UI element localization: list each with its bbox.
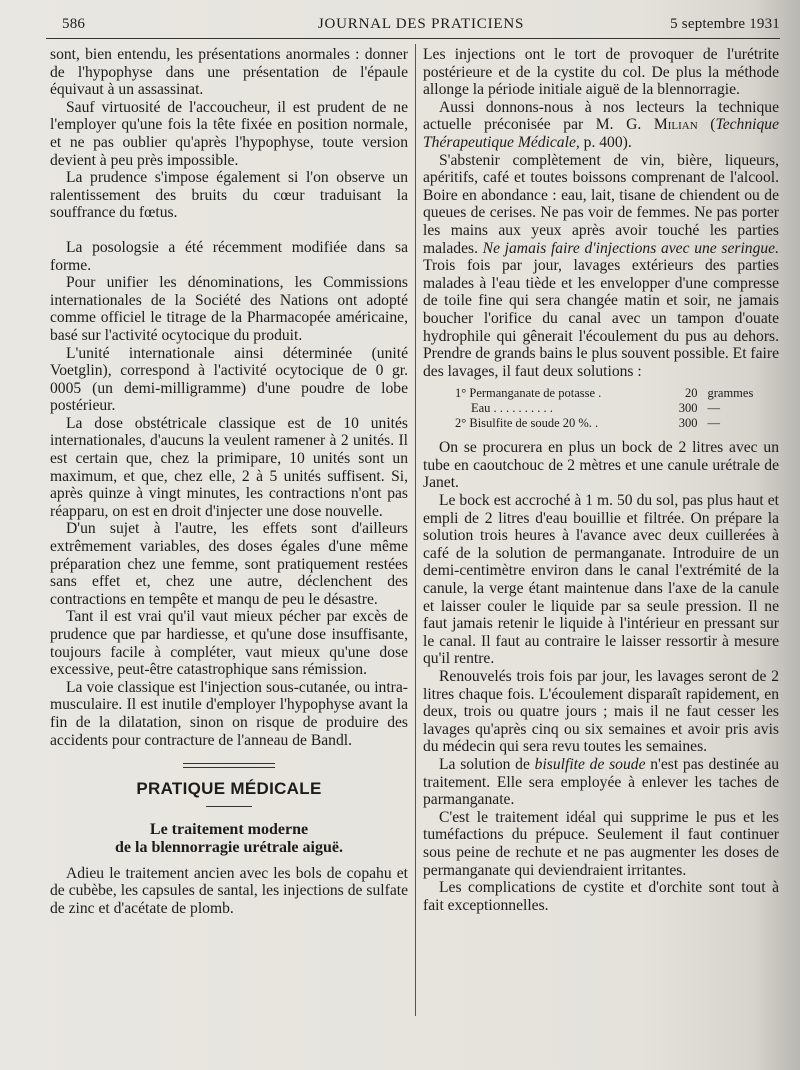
section-ornament [183, 763, 275, 768]
text-run: p. 400). [579, 133, 632, 151]
paragraph: Sauf virtuosité de l'accoucheur, il est prudent de ne l'employer qu'une fois la tête fixée en position normale, et ne pas oublier qu'après l'hypophyse, toute version devient à peu près impossible. [50, 98, 408, 169]
running-header [62, 16, 780, 38]
paragraph: Renouvelés trois fois par jour, les lavages seront de 2 litres chaque fois. L'écoulement disparaît rapidement, en deux, trois ou quatre jours ; mais il ne faut cesser les lavages qu'après cinq ou six semaines et avoir pris avis du médecin qui sera revu toutes les semaines. [423, 668, 779, 756]
text-run: S'abstenir complètement de vin, bière, liqueurs, apéritifs, café et toutes boissons comprenant de l'alcool. Boire en abondance : eau, lait, tisane de chiendent ou de queues de cerises. Ne pas voir de femmes. Ne pas porter les mains aux yeux après avoir touché les parties malades. [423, 151, 779, 257]
paragraph: L'unité internationale ainsi déterminée (unité Voetglin), correspond à l'activité ocytocique de 0 gr. 0005 (un demi-milligramme) d'une poudre de lobe postérieur. [50, 344, 408, 415]
book-title: Technique Thérapeutique Médicale, [423, 116, 779, 151]
paragraph: Tant il est vrai qu'il vaut mieux pécher par excès de prudence que par hardiesse, et qu'une dose insuffisante, toujours facile à compléter, vaut mieux qu'une dose excessive, peut-être catastrophique sans rémission. [50, 608, 408, 679]
article-title [50, 821, 408, 857]
text-run: n'est pas destinée au traitement. Elle sera employée à enlever les taches de parmanganate. [423, 755, 779, 809]
unit: grammes [707, 386, 754, 401]
paragraph: sont, bien entendu, les présentations anormales : donner de l'hypophyse dans une présentation de l'épaule équivaut à un assassinat. [50, 46, 408, 99]
journal-title: JOURNAL DES PRATICIENS [317, 16, 525, 32]
text-run: Trois fois par jour, lavages extérieurs des parties malades à l'eau tiède et les envelopper d'une compresse de toile fine qui sera changée matin et soir, ne jamais boucher l'orifice du canal avec un tampon d'ouate hydrophile qui gênerait l'écoulement du pus au dehors. Prendre de grands bains le plus souvent possible. Et faire des lavages, il faut deux solutions : [423, 257, 779, 380]
paragraph: Les complications de cystite et d'orchite sont tout à fait exceptionnelles. [423, 879, 779, 914]
column-divider [415, 44, 416, 1016]
paragraph: Pour unifier les dénominations, les Commissions internationales de la Société des Nations ont adopté comme officiel le titrage de la Pharmacopée américaine, basé sur l'activité ocytocique du produit. [50, 274, 408, 344]
paragraph: La dose obstétricale classique est de 10 unités internationales, d'aucuns la veulent ramener à 2 unités. Il est certain que, chez la primipare, 10 unités sont un maximum, et que, chez elle, 2 à 5 unités suffisent. Si, après quinze à vingt minutes, les contractions n'ont pas réapparu, on est en droit d'injecter une dose nouvelle. [50, 414, 408, 520]
ingredient: 2° Bisulfite de soude 20 %. . [455, 416, 599, 431]
paragraph: La voie classique est l'injection sous-cutanée, ou intra-musculaire. Il est inutile d'employer l'hypophyse avant la fin de la dilatation, sinon on risque de produire des accidents pour contracture de l'anneau de Bandl. [50, 678, 408, 749]
paragraph [423, 152, 779, 381]
paragraph: La prudence s'impose également si l'on observe un ralentissement des bruits du cœur traduisant la souffrance du fœtus. [50, 169, 408, 222]
quantity: 300 [678, 401, 698, 416]
table-row [453, 386, 779, 401]
text-run: Aussi donnons-nous à nos lecteurs la technique actuelle préconisée par M. G. [423, 98, 779, 134]
left-column [50, 46, 408, 918]
section-title: PRATIQUE MÉDICALE [136, 779, 322, 799]
emphasis: bisulfite de soude [534, 755, 646, 773]
paragraph: Adieu le traitement ancien avec les bols de copahu et de cubèbe, les capsules de santal, les injections de sulfate de zinc et d'acétate de plomb. [50, 864, 408, 917]
paragraph: Le bock est accroché à 1 m. 50 du sol, pas plus haut et empli de 2 litres d'eau bouillie et filtrée. On prépare la solution trois heures à l'avance avec deux cuillerées à café de la solution de permanganate. Introduire de un demi-centimètre environ dans le canal l'extrémité de la canule, la verge étant maintenue dans l'axe de la canule et laisser couler le liquide par sa seule pression. Il ne faut jamais retenir le liquide à l'intérieur en pressant sur le canal. Il faut au contraire le laisser ressortir à mesure qu'il rentre. [423, 492, 779, 668]
paragraph: Les injections ont le tort de provoquer de l'urétrite postérieure et de la cystite du col. De plus la méthode allonge la période initiale aiguë de la blennorragie. [423, 46, 779, 99]
header-rule [46, 38, 780, 39]
quantity: 20 [684, 386, 698, 401]
paragraph [423, 756, 779, 809]
article-title-line: Le traitement moderne [149, 820, 309, 838]
paragraph: D'un sujet à l'autre, les effets sont d'ailleurs extrêmement variables, des doses égales d'une même préparation chez une femme, sont pratiquement restées sans effet et, chez une autre, déclenchent des contractions en tempête et manqu de peu le désastre. [50, 520, 408, 608]
prescription-table [453, 386, 779, 431]
ingredient: Eau . . . . . . . . . . [471, 401, 553, 416]
author-name: Milian [653, 116, 698, 134]
text-run: La solution de [439, 755, 535, 773]
table-row [453, 416, 779, 431]
paragraph: La posologsie a été récemment modifiée dans sa forme. [50, 238, 408, 274]
text-run: ( [697, 116, 716, 134]
ingredient: 1° Permanganate de potasse . [455, 386, 602, 401]
paragraph [423, 99, 779, 152]
issue-date: 5 septembre 1931 [670, 16, 780, 32]
unit: — [707, 401, 720, 416]
table-row [453, 401, 779, 416]
title-rule [206, 806, 252, 807]
unit: — [707, 416, 720, 431]
article-title-line: de la blennorragie urétrale aiguë. [115, 838, 343, 856]
emphasis: Ne jamais faire d'injections avec une seringue. [482, 239, 779, 257]
quantity: 300 [678, 416, 698, 431]
paragraph: On se procurera en plus un bock de 2 litres avec un tube en caoutchouc de 2 mètres et une canule urétrale de Janet. [423, 439, 779, 492]
paragraph-gap [50, 222, 408, 239]
page-number: 586 [62, 16, 86, 32]
paragraph: C'est le traitement idéal qui supprime le pus et les tuméfactions du prépuce. Seulement il faut continuer sous peine de rechute et ne pas augmenter les doses de permanganate qui deviendraient irritantes. [423, 808, 779, 879]
right-column [423, 46, 779, 914]
